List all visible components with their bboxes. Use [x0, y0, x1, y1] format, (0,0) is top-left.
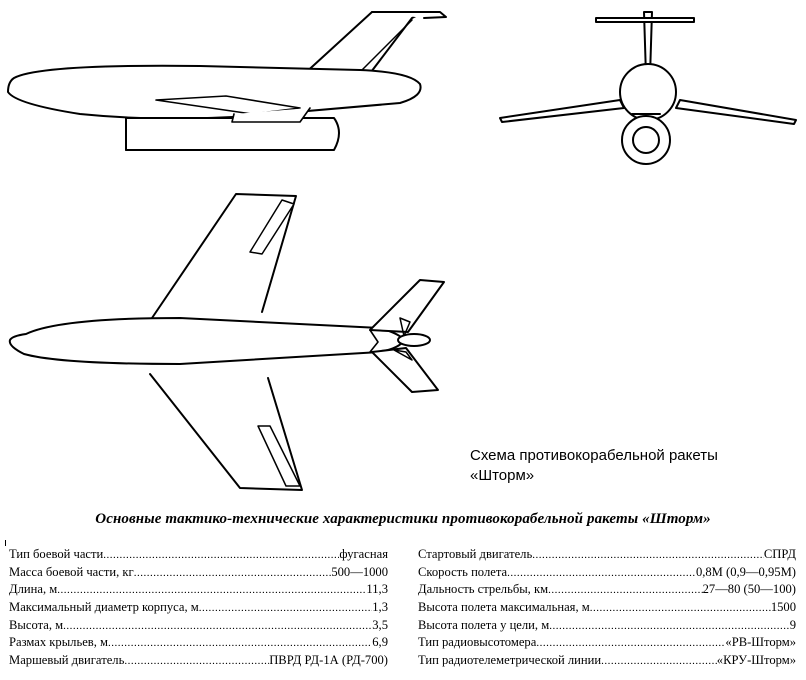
spec-row	[9, 564, 388, 582]
spec-row	[9, 581, 388, 599]
spec-label: Максимальный диаметр корпуса, м	[9, 600, 199, 615]
spec-value: 9	[789, 617, 796, 632]
spec-row	[9, 546, 388, 564]
spec-row	[9, 652, 388, 670]
dot-leader	[601, 653, 717, 671]
figure-caption	[470, 446, 790, 486]
dot-leader	[532, 547, 764, 565]
spec-column-left	[9, 546, 388, 670]
front-view-drawing	[500, 12, 796, 164]
spec-row	[418, 652, 796, 670]
spec-label: Высота, м	[9, 617, 64, 632]
spec-row	[418, 634, 796, 652]
dot-leader	[590, 600, 771, 618]
spec-label: Тип боевой части	[9, 547, 104, 561]
spec-value: 3,5	[372, 617, 388, 632]
spec-value: ПВРД РД-1А (РД-700)	[269, 653, 388, 668]
spec-label: Маршевый двигатель	[9, 653, 125, 668]
margin-mark	[5, 540, 6, 546]
dot-leader	[548, 582, 703, 600]
spec-label: Размах крыльев, м	[9, 635, 109, 650]
spec-row	[418, 546, 796, 564]
side-view-drawing	[8, 12, 446, 150]
dot-leader	[134, 565, 332, 583]
caption-line-1: Схема противокорабельной ракеты	[470, 447, 718, 464]
spec-value: 1500	[770, 600, 796, 615]
spec-row	[418, 581, 796, 599]
top-view-drawing	[10, 194, 444, 490]
spec-label: Дальность стрельбы, км	[418, 582, 549, 597]
spec-value: «КРУ-Шторм»	[716, 653, 796, 668]
spec-value: 1,3	[372, 600, 388, 615]
dot-leader	[108, 635, 372, 653]
spec-row	[9, 617, 388, 635]
spec-column-right	[418, 546, 796, 670]
spec-label: Длина, м	[9, 582, 58, 597]
spec-row	[418, 564, 796, 582]
dot-leader	[199, 600, 373, 618]
dot-leader	[124, 653, 269, 671]
spec-label: Скорость полета	[418, 564, 508, 579]
spec-label: Стартовый двигатель	[418, 547, 533, 561]
spec-label: Тип радиовысотомера	[418, 635, 537, 650]
spec-row	[9, 599, 388, 617]
spec-row	[418, 599, 796, 617]
caption-line-2: «Шторм»	[470, 467, 535, 484]
dot-leader	[63, 618, 372, 636]
spec-value: «РВ-Шторм»	[725, 635, 796, 650]
spec-value: 0,8М (0,9—0,95М)	[695, 564, 796, 579]
spec-value: фугасная	[339, 547, 388, 561]
spec-label: Тип радиотелеметрической линии	[418, 653, 602, 668]
spec-row	[9, 634, 388, 652]
spec-value: 27—80 (50—100)	[702, 582, 796, 597]
spec-label: Высота полета максимальная, м	[418, 600, 590, 615]
dot-leader	[549, 618, 790, 636]
spec-value: 11,3	[366, 582, 388, 597]
dot-leader	[103, 547, 339, 565]
spec-value: СПРД	[763, 547, 796, 561]
spec-label: Высота полета у цели, м	[418, 617, 550, 632]
dot-leader	[57, 582, 366, 600]
spec-value: 500—1000	[331, 564, 388, 579]
spec-label: Масса боевой части, кг	[9, 564, 134, 579]
table-title: Основные тактико-технические характеристики противокорабельной ракеты «Шторм»	[95, 511, 711, 527]
dot-leader	[507, 565, 696, 583]
spec-row	[418, 617, 796, 635]
dot-leader	[536, 635, 725, 653]
spec-value: 6,9	[372, 635, 388, 650]
